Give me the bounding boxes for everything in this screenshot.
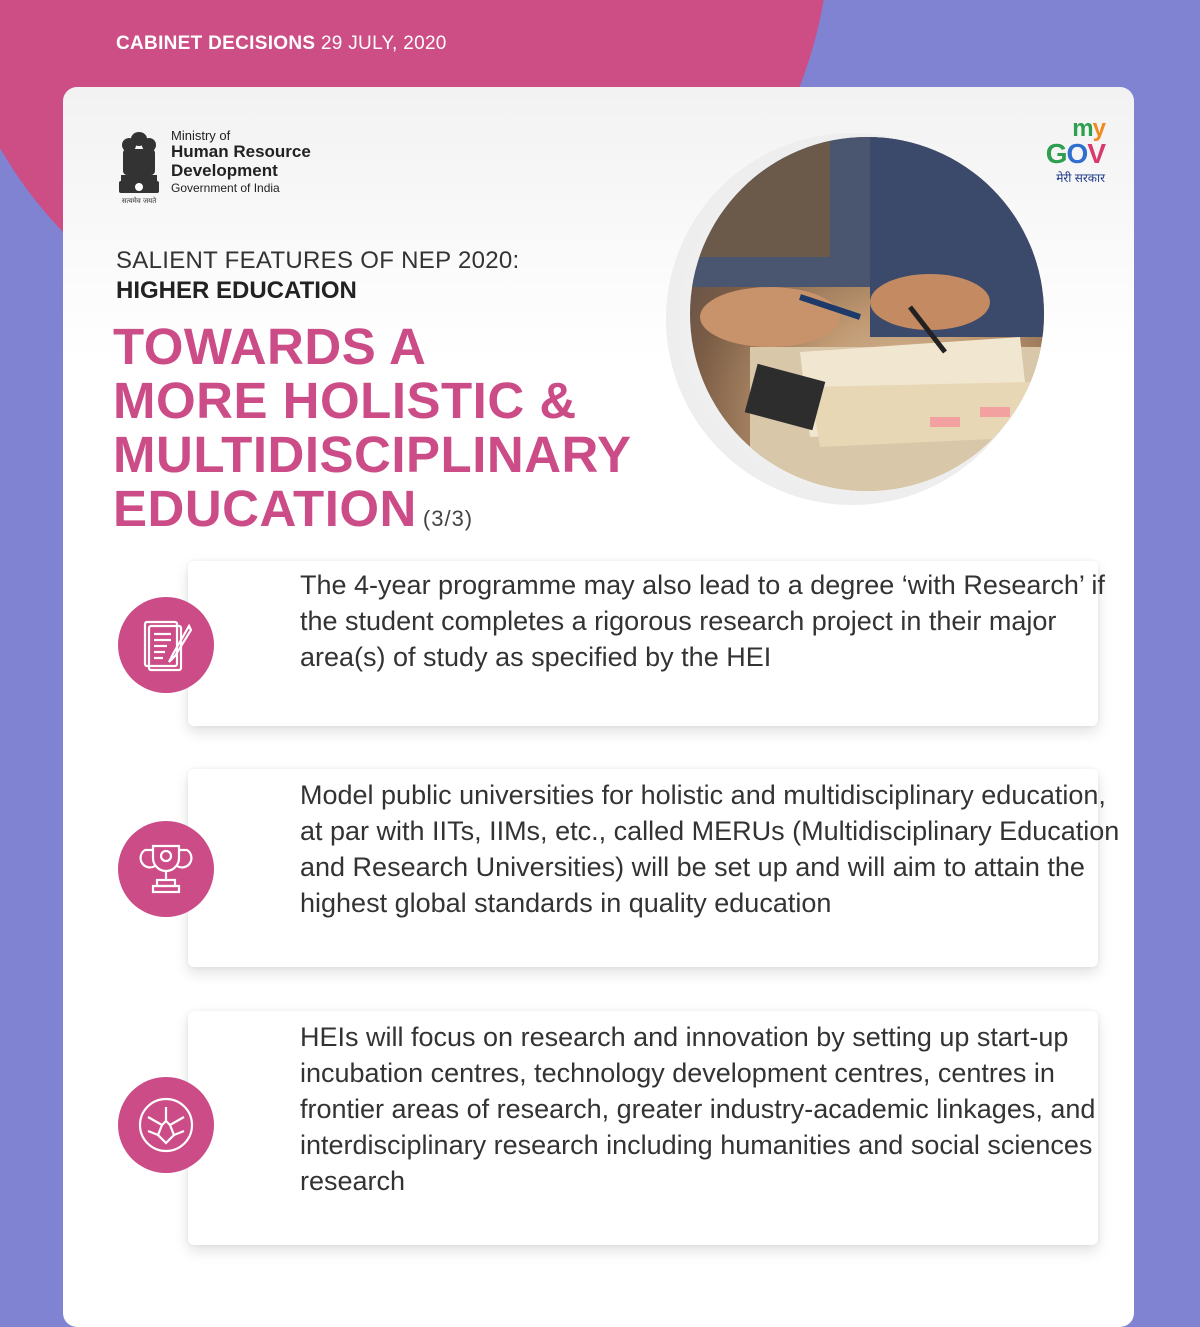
- emblem-motto: सत्यमेव जयते: [121, 197, 157, 205]
- document-pen-icon: [118, 597, 214, 693]
- title-line4: EDUCATION: [113, 480, 417, 537]
- item-text: The 4-year programme may also lead to a degree ‘with Research’ if the student completes a rigorous research project in their major area(s) of study as specified by the HEI: [300, 570, 1105, 672]
- ministry-line4: Government of India: [171, 180, 280, 195]
- mygov-my: my: [1072, 115, 1105, 142]
- list-item: [188, 769, 1120, 967]
- study-photo: [690, 137, 1044, 491]
- ministry-line1: Ministry of: [171, 128, 231, 143]
- trophy-icon: [118, 821, 214, 917]
- item-text: HEIs will focus on research and innovation by setting up start-up incubation centres, technology development centres, centres in frontier areas of research, greater industry-academic linkages, and interdisciplinary research including humanities and social sciences research: [300, 1022, 1096, 1196]
- ministry-line2: Human Resource: [171, 142, 311, 162]
- national-emblem-icon: [113, 129, 165, 207]
- title-line2: MORE HOLISTIC &: [113, 372, 577, 429]
- mygov-tagline: मेरी सरकार: [1056, 170, 1105, 185]
- section-heading: HIGHER EDUCATION: [116, 277, 357, 304]
- joined-hands-icon: [118, 1077, 214, 1173]
- main-card: [63, 87, 1134, 1327]
- salient-heading: SALIENT FEATURES OF NEP 2020:: [116, 247, 520, 274]
- study-photo-illustration: [690, 137, 1044, 491]
- title-line1: TOWARDS A: [113, 318, 427, 375]
- header-date: [116, 33, 447, 55]
- title-line3: MULTIDISCIPLINARY: [113, 426, 632, 483]
- mygov-logo: [1025, 117, 1105, 186]
- part-indicator: (3/3): [422, 506, 474, 531]
- header-label: CABINET DECISIONS: [116, 33, 316, 54]
- ministry-text: [171, 129, 311, 195]
- header-date-value: 29 JULY, 2020: [320, 33, 447, 54]
- mygov-gov: GOV: [1045, 138, 1105, 169]
- list-item: [188, 1011, 1098, 1245]
- page-title: [113, 320, 753, 546]
- ministry-logo: [113, 129, 311, 207]
- item-text: Model public universities for holistic and multidisciplinary education, at par with IITs, IIMs, etc., called MERUs (Multidisciplinary Education and Research Universities) will be set up and will aim to attain the highest global standards in quality education: [300, 780, 1120, 918]
- list-item: [188, 561, 1105, 726]
- ministry-line3: Development: [171, 160, 278, 180]
